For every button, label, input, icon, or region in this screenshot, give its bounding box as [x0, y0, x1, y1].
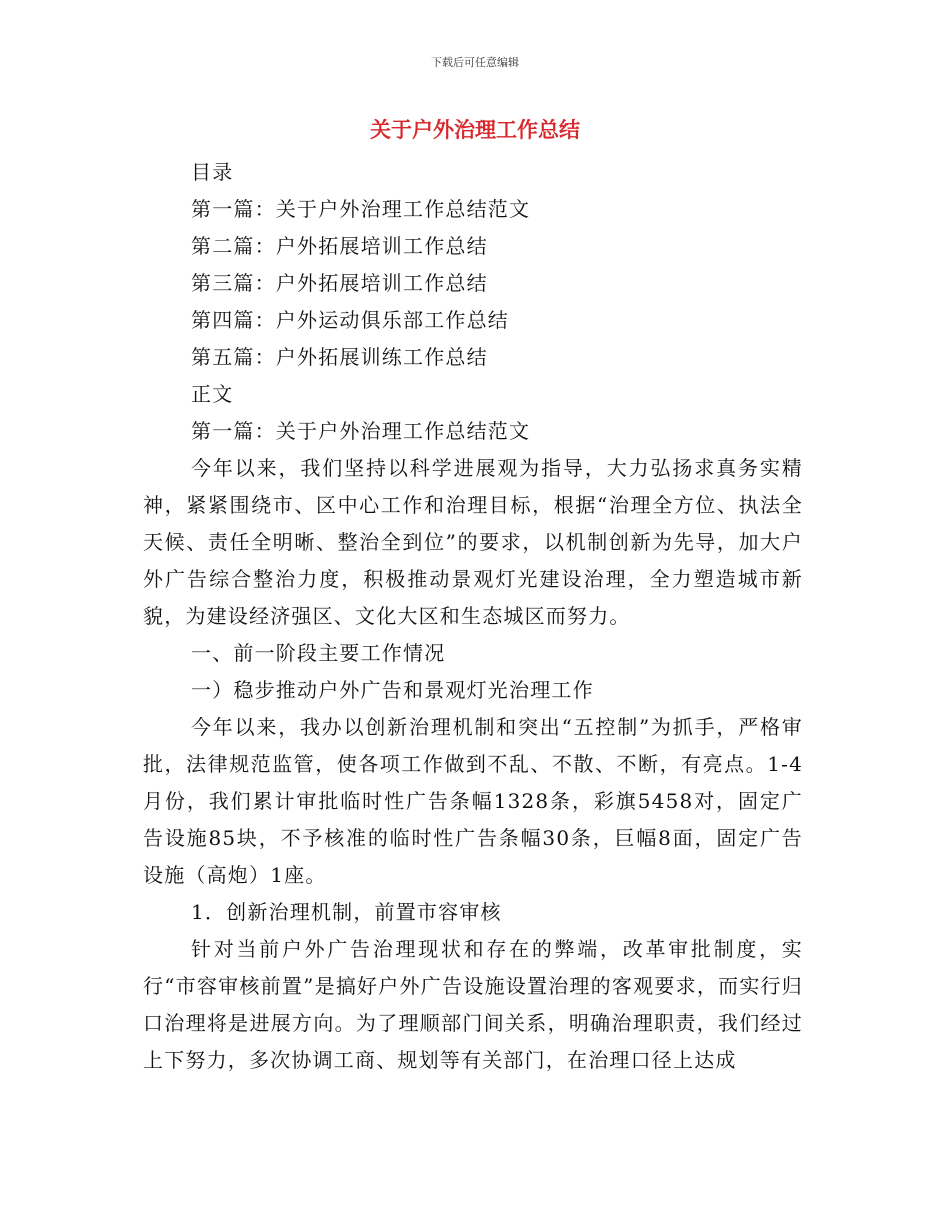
header-note: 下载后可任意编辑: [431, 56, 519, 69]
toc-item-2: 第二篇：户外拓展培训工作总结: [191, 234, 488, 258]
document-body: [143, 154, 803, 1079]
section-heading-1: 一、前一阶段主要工作情况: [191, 641, 446, 665]
toc-item-3: 第三篇：户外拓展培训工作总结: [191, 271, 488, 295]
document-title: 关于户外治理工作总结: [370, 118, 580, 142]
paragraph-2: 今年以来，我办以创新治理机制和突出“五控制”为抓手，严格审批，法律规范监管，使各项工作做到不乱、不散、不断，有亮点。1-4月份，我们累计审批临时性广告条幅1328条，彩旗5458对，固定广告设施85块，不予核准的临时性广告条幅30条，巨幅8面，固定广告设施（高炮）1座。: [143, 715, 803, 887]
body-heading: 正文: [191, 382, 234, 406]
toc-item-1: 第一篇：关于户外治理工作总结范文: [191, 197, 531, 221]
toc-item-4: 第四篇：户外运动俱乐部工作总结: [191, 308, 509, 332]
toc-item-5: 第五篇：户外拓展训练工作总结: [191, 345, 488, 369]
subsection-heading-1: 一）稳步推动户外广告和景观灯光治理工作: [191, 678, 594, 702]
intro-paragraph: 今年以来，我们坚持以科学进展观为指导，大力弘扬求真务实精神，紧紧围绕市、区中心工作和治理目标，根据“治理全方位、执法全天候、责任全明晰、整治全到位”的要求，以机制创新为先导，加大户外广告综合整治力度，积极推动景观灯光建设治理，全力塑造城市新貌，为建设经济强区、文化大区和生态城区而努力。: [143, 456, 803, 628]
item-heading-1: 1．创新治理机制，前置市容审核: [191, 900, 502, 924]
toc-heading: 目录: [191, 160, 234, 184]
chapter-title: 第一篇：关于户外治理工作总结范文: [191, 419, 531, 443]
paragraph-3: 针对当前户外广告治理现状和存在的弊端，改革审批制度，实行“市容审核前置”是搞好户外广告设施设置治理的客观要求，而实行归口治理将是进展方向。为了理顺部门间关系，明确治理职责，我们经过上下努力，多次协调工商、规划等有关部门，在治理口径上达成: [143, 937, 803, 1072]
